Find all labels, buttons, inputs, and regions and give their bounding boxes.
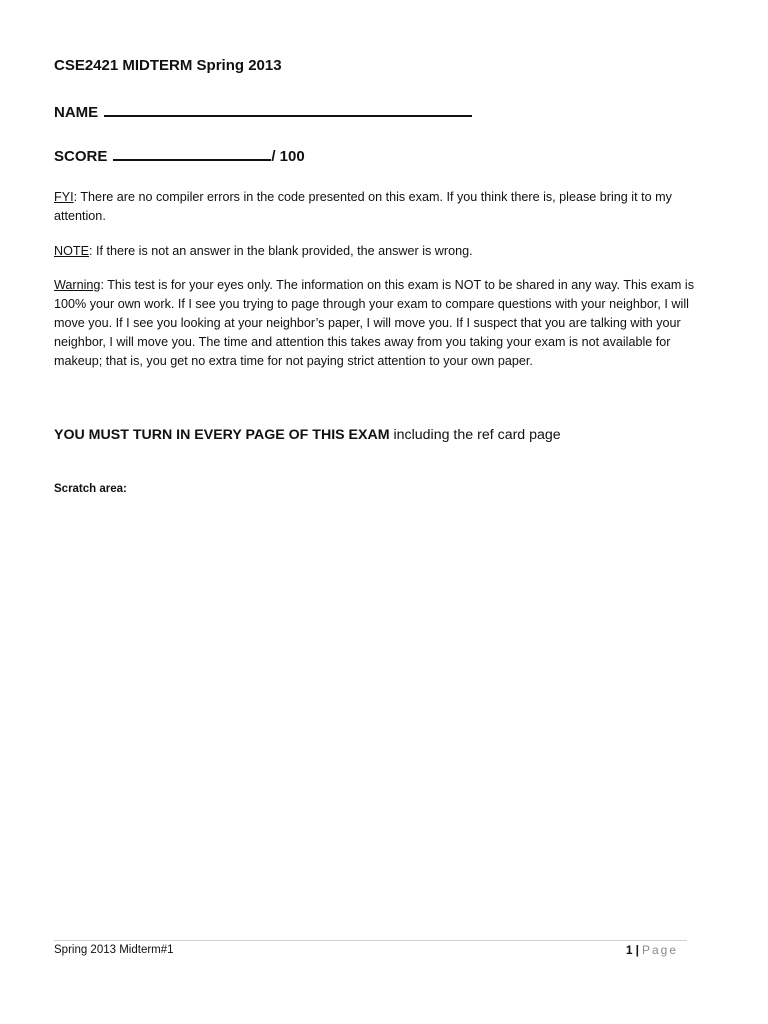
exam-title: CSE2421 MIDTERM Spring 2013 — [54, 57, 282, 74]
fyi-label: FYI — [54, 190, 74, 204]
note-paragraph — [54, 242, 718, 261]
score-total: / 100 — [271, 148, 305, 165]
score-field-row — [54, 145, 305, 165]
footer-page-indicator — [626, 943, 678, 957]
turn-in-rest-text: including the ref card page — [389, 427, 561, 443]
fyi-text: : There are no compiler errors in the code presented on this exam. If you think there is, please bring it to my attention. — [54, 190, 672, 223]
name-label: NAME — [54, 104, 99, 121]
note-label: NOTE — [54, 244, 89, 258]
score-blank-line — [113, 145, 271, 161]
footer-exam-name: Spring 2013 Midterm#1 — [54, 944, 174, 956]
name-blank-line — [104, 101, 472, 117]
fyi-paragraph — [54, 188, 718, 226]
note-text: : If there is not an answer in the blank provided, the answer is wrong. — [88, 244, 473, 258]
score-label: SCORE — [54, 148, 108, 165]
footer-page-number: 1 — [625, 943, 633, 957]
scratch-area-label: Scratch area: — [54, 483, 127, 495]
name-field-row — [54, 101, 472, 121]
footer-separator: | — [635, 943, 639, 957]
turn-in-notice — [54, 427, 561, 443]
turn-in-bold-text: YOU MUST TURN IN EVERY PAGE OF THIS EXAM — [54, 427, 390, 443]
warning-paragraph — [54, 276, 718, 371]
warning-label: Warning — [54, 278, 101, 292]
footer-page-word: Page — [641, 943, 678, 957]
footer-divider — [54, 940, 687, 941]
warning-text: : This test is for your eyes only. The information on this exam is NOT to be shared in any way. This exam is 100% your own work. If I see you trying to page through your exam to compare questions with your neighbor, I will move you. If I see you looking at your neighbor’s paper, I will move you. If I suspect that you are talking with your neighbor, I will move you. The time and attention this takes away from you taking your exam is not available for makeup; that is, you get no extra time for not paying strict attention to your own paper. — [54, 278, 694, 368]
